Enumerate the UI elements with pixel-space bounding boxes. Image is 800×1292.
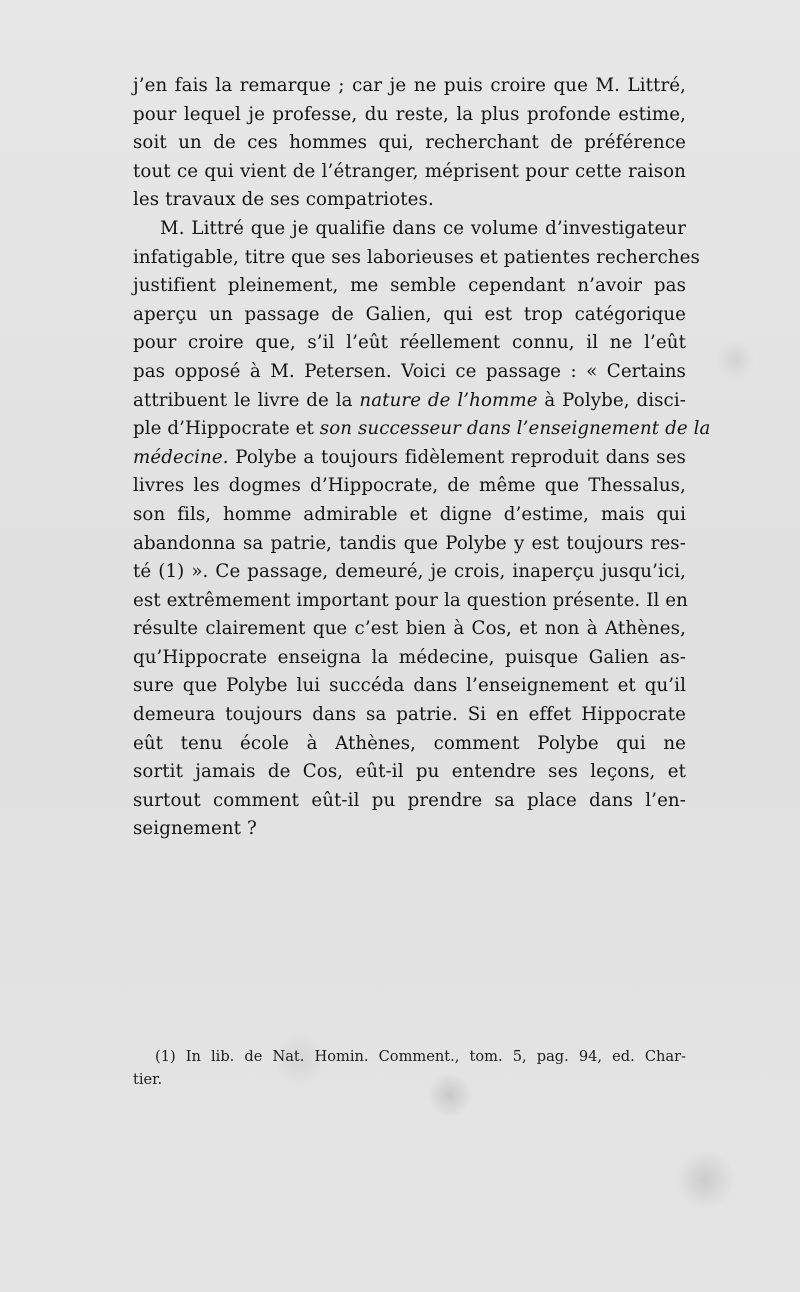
text-line: sure que Polybe lui succéda dans l’enseignement et qu’il bbox=[133, 675, 686, 697]
text-line: pour croire que, s’il l’eût réellement connu, il ne l’eût bbox=[133, 332, 686, 354]
text-line: eût tenu école à Athènes, comment Polybe qui ne bbox=[133, 732, 686, 754]
body-text bbox=[133, 72, 711, 844]
footnote-line: (1) In lib. de Nat. Homin. Comment., tom. 5, pag. 94, ed. Char- bbox=[155, 1048, 686, 1065]
text-line bbox=[133, 387, 686, 416]
text-line: les travaux de ses compatriotes. bbox=[133, 189, 434, 211]
text-line bbox=[133, 415, 711, 444]
text-run: à Polybe, disci- bbox=[537, 389, 686, 411]
text-line: soit un de ces hommes qui, recherchant de préférence bbox=[133, 132, 686, 154]
footnote bbox=[133, 1045, 686, 1091]
text-run: ple d’Hippocrate et bbox=[133, 418, 320, 440]
text-line: aperçu un passage de Galien, qui est trop catégorique bbox=[133, 303, 686, 325]
text-line: pour lequel je professe, du reste, la plus profonde estime, bbox=[133, 103, 686, 125]
text-line: té (1) ». Ce passage, demeuré, je crois, inaperçu jusqu’ici, bbox=[133, 561, 686, 583]
text-line: pas opposé à M. Petersen. Voici ce passage : « Certains bbox=[133, 360, 686, 382]
italic-text: médecine. bbox=[133, 446, 229, 468]
italic-text: nature de l’homme bbox=[359, 389, 538, 411]
text-line: demeura toujours dans sa patrie. Si en effet Hippocrate bbox=[133, 704, 686, 726]
text-run: attribuent le livre de la bbox=[133, 389, 360, 411]
text-line: justifient pleinement, me semble cependant n’avoir pas bbox=[133, 275, 686, 297]
text-line: qu’Hippocrate enseigna la médecine, puisque Galien as- bbox=[133, 646, 686, 668]
text-line: M. Littré que je qualifie dans ce volume d’investigateur bbox=[160, 217, 686, 239]
italic-text: son successeur dans l’enseignement de la bbox=[319, 418, 711, 440]
footnote-line: tier. bbox=[133, 1071, 163, 1088]
paragraph-1 bbox=[133, 72, 686, 215]
text-line: seignement ? bbox=[133, 818, 257, 840]
paragraph-2 bbox=[133, 215, 711, 844]
text-line bbox=[133, 444, 686, 473]
text-line: j’en fais la remarque ; car je ne puis croire que M. Littré, bbox=[133, 75, 686, 96]
text-line: son fils, homme admirable et digne d’estime, mais qui bbox=[133, 503, 686, 525]
text-run: Polybe a toujours fidèlement reproduit dans ses bbox=[228, 446, 686, 468]
text-line: livres les dogmes d’Hippocrate, de même que Thessalus, bbox=[133, 475, 686, 497]
text-line: abandonna sa patrie, tandis que Polybe y est toujours res- bbox=[133, 532, 686, 554]
text-line: est extrêmement important pour la question présente. Il en bbox=[133, 589, 688, 611]
text-line: résulte clairement que c’est bien à Cos, et non à Athènes, bbox=[133, 618, 686, 640]
text-line: surtout comment eût-il pu prendre sa place dans l’en- bbox=[133, 789, 686, 811]
text-line: infatigable, titre que ses laborieuses et patientes recherches bbox=[133, 246, 700, 268]
text-line: sortit jamais de Cos, eût-il pu entendre ses leçons, et bbox=[133, 761, 686, 783]
text-line: tout ce qui vient de l’étranger, méprisent pour cette raison bbox=[133, 160, 686, 182]
